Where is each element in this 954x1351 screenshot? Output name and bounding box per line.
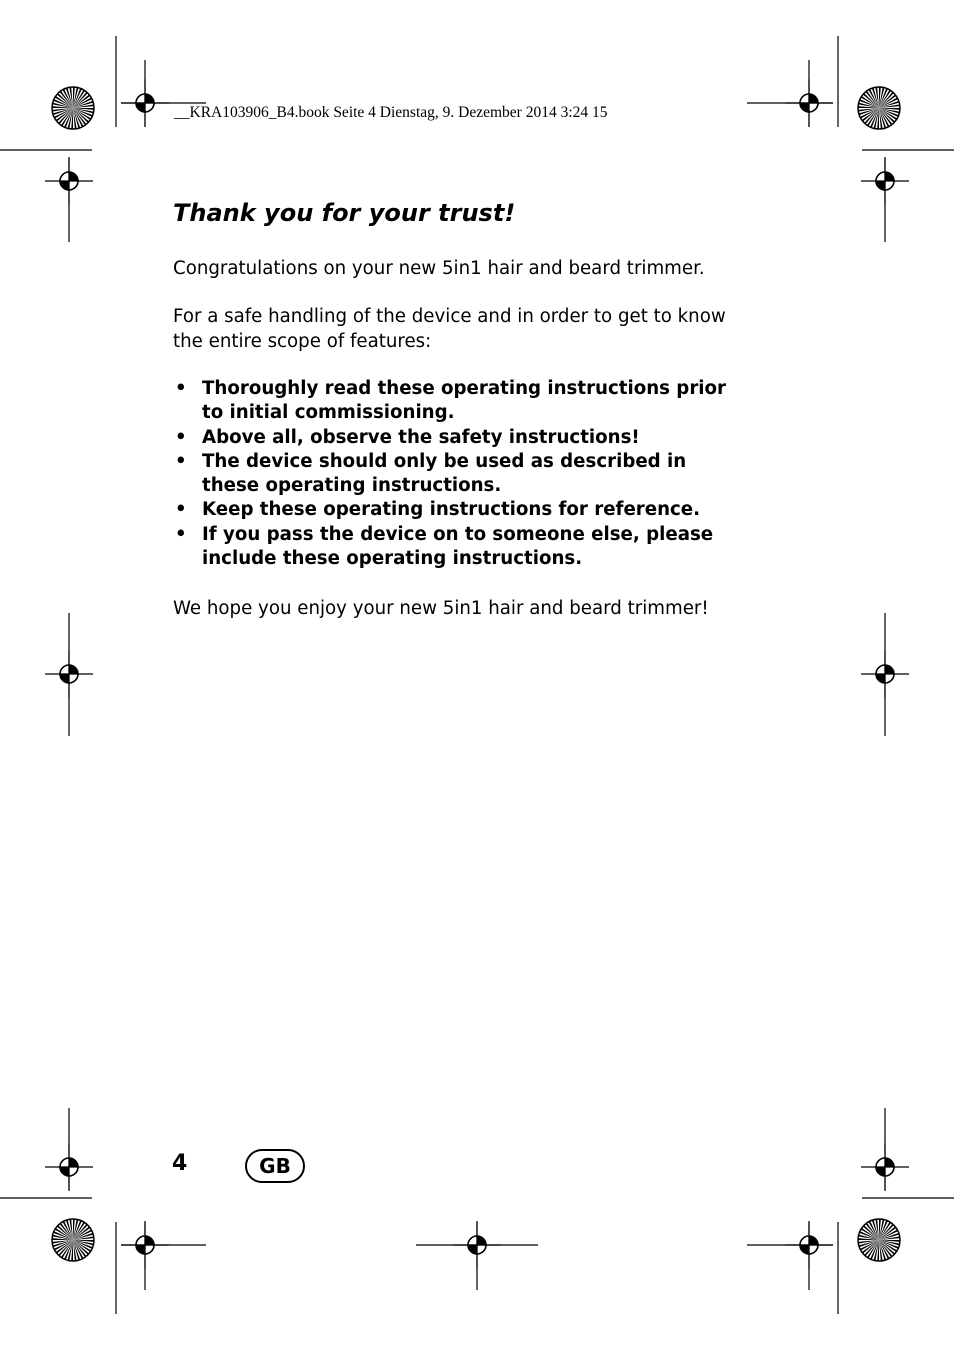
file-info-line: __KRA103906_B4.book Seite 4 Dienstag, 9. Dezember 2014 3:24 15 bbox=[174, 104, 608, 121]
registration-target-icon bbox=[45, 157, 93, 205]
registration-target-icon bbox=[861, 650, 909, 698]
list-item: • Thoroughly read these operating instructions prior to initial commissioning. bbox=[173, 377, 733, 426]
registration-target-icon bbox=[453, 1221, 501, 1269]
list-item: • If you pass the device on to someone else, please include these operating instructions. bbox=[173, 523, 733, 572]
instruction-list bbox=[173, 377, 733, 571]
starburst-icon bbox=[52, 1219, 94, 1261]
page-title: Thank you for your trust! bbox=[173, 199, 516, 227]
closing-paragraph: We hope you enjoy your new 5in1 hair and beard trimmer! bbox=[173, 598, 709, 619]
list-item: • Above all, observe the safety instructions! bbox=[173, 426, 733, 450]
congratulations-paragraph: Congratulations on your new 5in1 hair and beard trimmer. bbox=[173, 258, 705, 279]
registration-target-icon bbox=[121, 1221, 169, 1269]
registration-target-icon bbox=[45, 1143, 93, 1191]
starburst-icon bbox=[858, 1219, 900, 1261]
registration-target-icon bbox=[861, 1143, 909, 1191]
list-item: • Keep these operating instructions for reference. bbox=[173, 498, 733, 522]
page-number: 4 bbox=[172, 1151, 188, 1176]
list-item: • The device should only be used as described in these operating instructions. bbox=[173, 450, 733, 499]
registration-target-icon bbox=[121, 79, 169, 127]
registration-target-icon bbox=[861, 157, 909, 205]
language-badge: GB bbox=[245, 1149, 305, 1183]
registration-target-icon bbox=[785, 79, 833, 127]
intro-paragraph: For a safe handling of the device and in order to get to know the entire scope of features: bbox=[173, 306, 726, 352]
registration-target-icon bbox=[45, 650, 93, 698]
starburst-icon bbox=[858, 87, 900, 129]
registration-target-icon bbox=[785, 1221, 833, 1269]
starburst-icon bbox=[52, 87, 94, 129]
